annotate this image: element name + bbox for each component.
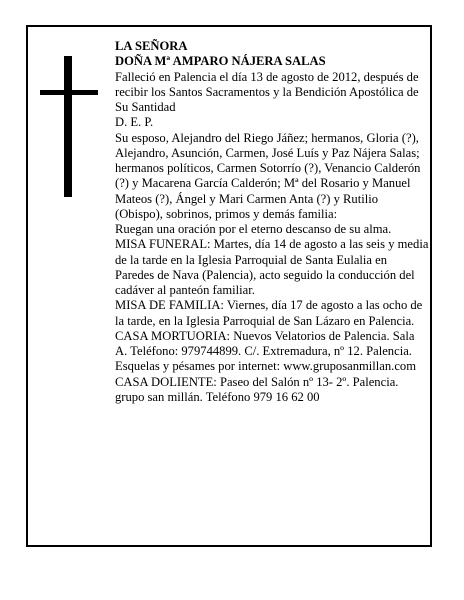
- cross-icon: [40, 56, 98, 197]
- funeral-home: CASA MORTUORIA: Nuevos Velatorios de Palencia. Sala A. Teléfono: 979744899. C/. Extremadura, nº 12. Palencia.: [115, 328, 415, 358]
- prayer-request: Ruegan una oración por el eterno descanso de su alma.: [115, 222, 392, 236]
- online-condolences: Esquelas y pésames por internet: www.gruposanmillan.com: [115, 359, 417, 374]
- cross-vertical-bar: [64, 56, 72, 197]
- family-list: Su esposo, Alejandro del Riego Jáñez; hermanos, Gloria (?), Alejandro, Asunción, Carmen, José Luís y Paz Nájera Salas; hermanos políticos, Carmen Sotorrío (?), Venancio Calderón (?) y Macarena García Calderón; Mª del Rosario y Manuel Mateos (?), Ángel y Mari Carmen Anta (?) y Rutilio (Obispo), sobrinos, primos y demás familia:: [115, 130, 421, 221]
- death-announcement: Falleció en Palencia el día 13 de agosto de 2012, después de recibir los Santos Sacramentos y la Bendición Apostólica de Su Santidad: [115, 69, 419, 114]
- cross-horizontal-bar: [40, 90, 98, 95]
- family-mass: MISA DE FAMILIA: Viernes, día 17 de agosto a las ocho de la tarde, en la Iglesia Parroquial de San Lázaro en Palencia.: [115, 298, 423, 328]
- funeral-company: grupo san millán. Teléfono 979 16 62 00: [115, 389, 320, 404]
- rip-line: D. E. P.: [115, 115, 154, 130]
- mourning-house: CASA DOLIENTE: Paseo del Salón nº 13- 2º. Palencia.: [115, 374, 399, 389]
- deceased-name: DOÑA Mª AMPARO NÁJERA SALAS: [115, 54, 326, 69]
- funeral-mass: MISA FUNERAL: Martes, día 14 de agosto a las seis y media de la tarde en la Iglesia Parroquial de Santa Eulalia en Paredes de Nava (Palencia), acto seguido la conducción del cadáver al panteón familiar.: [115, 237, 429, 297]
- heading-title: LA SEÑORA: [115, 39, 188, 53]
- obituary-text: [115, 39, 429, 405]
